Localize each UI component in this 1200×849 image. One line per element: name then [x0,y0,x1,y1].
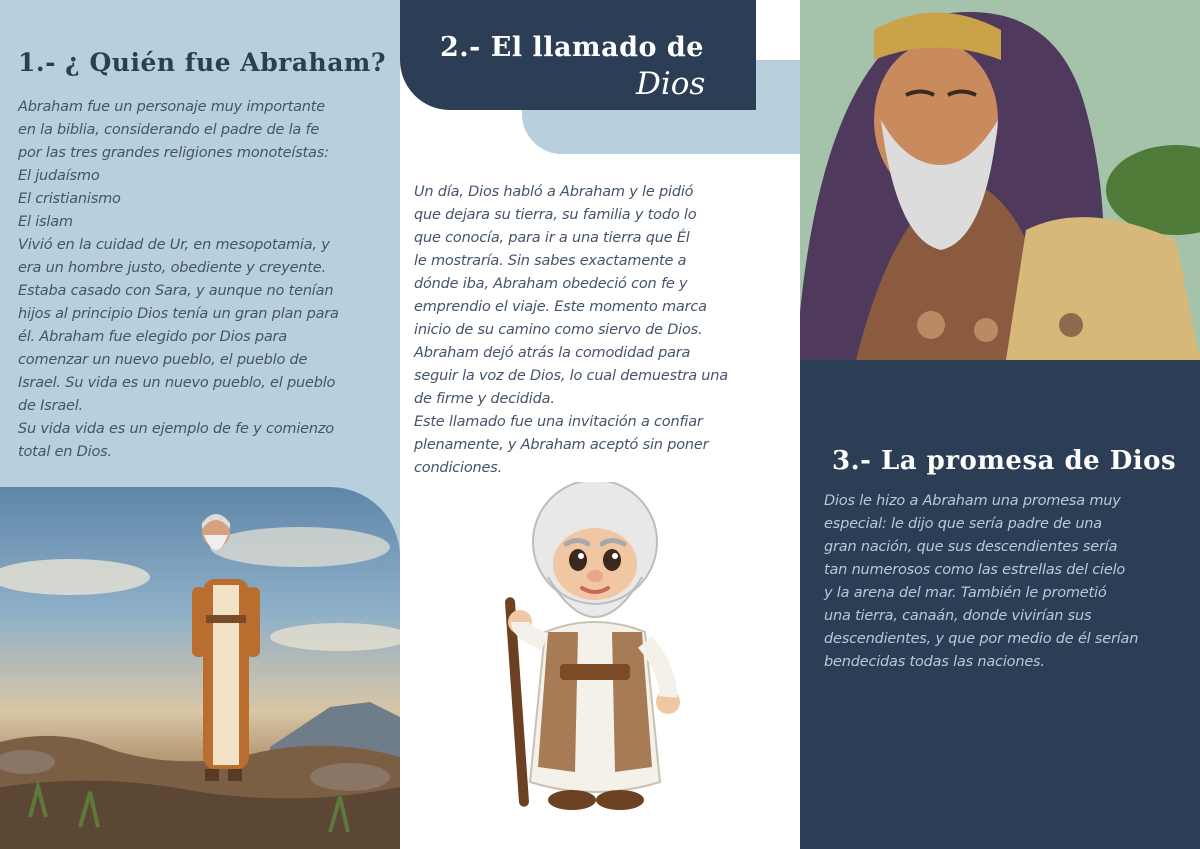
section2-line: dónde iba, Abraham obedeció con fe y [414,276,688,292]
section1-line: El judaísmo [18,168,100,184]
section3-line: gran nación, que sus descendientes sería [824,539,1118,555]
section3-line: descendientes, y que por medio de él serían [824,631,1139,647]
section2-line: seguir la voz de Dios, lo cual demuestra una [414,368,728,384]
abraham-portrait-painting [800,0,1200,360]
section2-line: inicio de su camino como siervo de Dios. [414,322,703,338]
section1-line: total en Dios. [18,444,112,460]
section1-body [18,96,339,464]
section1-line: hijos al principio Dios tenía un gran plan para [18,306,339,322]
section2-line: Abraham dejó atrás la comodidad para [414,345,691,361]
section2-line: plenamente, y Abraham aceptó sin poner [414,437,709,453]
section1-line: Su vida vida es un ejemplo de fe y comienzo [18,421,334,437]
section2-title-script: Dios [636,66,706,102]
section3-line: bendecidas todas las naciones. [824,654,1045,670]
section2-line: le mostraría. Sin sabes exactamente a [414,253,687,269]
panel-who-was-abraham [0,0,400,849]
section1-line: El islam [18,214,73,230]
section1-line: Abraham fue un personaje muy importante [18,99,326,115]
panel-call-of-god [400,0,800,849]
title-tab-background-dark [400,0,756,110]
section2-line: de firme y decidida. [414,391,555,407]
section2-body [414,181,728,480]
section3-line: una tierra, canaán, donde vivirían sus [824,608,1092,624]
section3-line: especial: le dijo que sería padre de una [824,516,1102,532]
section2-line: Un día, Dios habló a Abraham y le pidió [414,184,694,200]
section2-line: que dejara su tierra, su familia y todo lo [414,207,697,223]
abraham-desert-illustration [0,487,400,849]
section2-line: que conocía, para ir a una tierra que Él [414,230,690,246]
section1-line: Estaba casado con Sara, y aunque no tenían [18,283,334,299]
section3-body [824,490,1138,674]
section1-line: comenzar un nuevo pueblo, el pueblo de [18,352,308,368]
section1-line: en la biblia, considerando el padre de la fe [18,122,320,138]
section1-line: El cristianismo [18,191,121,207]
cartoon-abraham-illustration [490,482,700,827]
section1-line: de Israel. [18,398,83,414]
section2-line: emprendio el viaje. Este momento marca [414,299,707,315]
section2-title: 2.- El llamado de [440,32,704,63]
section1-title: 1.- ¿ Quién fue Abraham? [18,48,387,77]
section1-line: Israel. Su vida es un nuevo pueblo, el pueblo [18,375,336,391]
section3-title: 3.- La promesa de Dios [832,446,1177,476]
section3-line: tan numerosos como las estrellas del cielo [824,562,1126,578]
section2-line: condiciones. [414,460,503,476]
section2-line: Este llamado fue una invitación a confiar [414,414,703,430]
section1-line: era un hombre justo, obediente y creyente. [18,260,326,276]
section3-line: Dios le hizo a Abraham una promesa muy [824,493,1121,509]
section1-line: Vivió en la cuidad de Ur, en mesopotamia, y [18,237,330,253]
section3-line: y la arena del mar. También le prometió [824,585,1107,601]
section1-line: por las tres grandes religiones monoteístas: [18,145,329,161]
section1-line: él. Abraham fue elegido por Dios para [18,329,287,345]
panel-promise-of-god [800,0,1200,849]
